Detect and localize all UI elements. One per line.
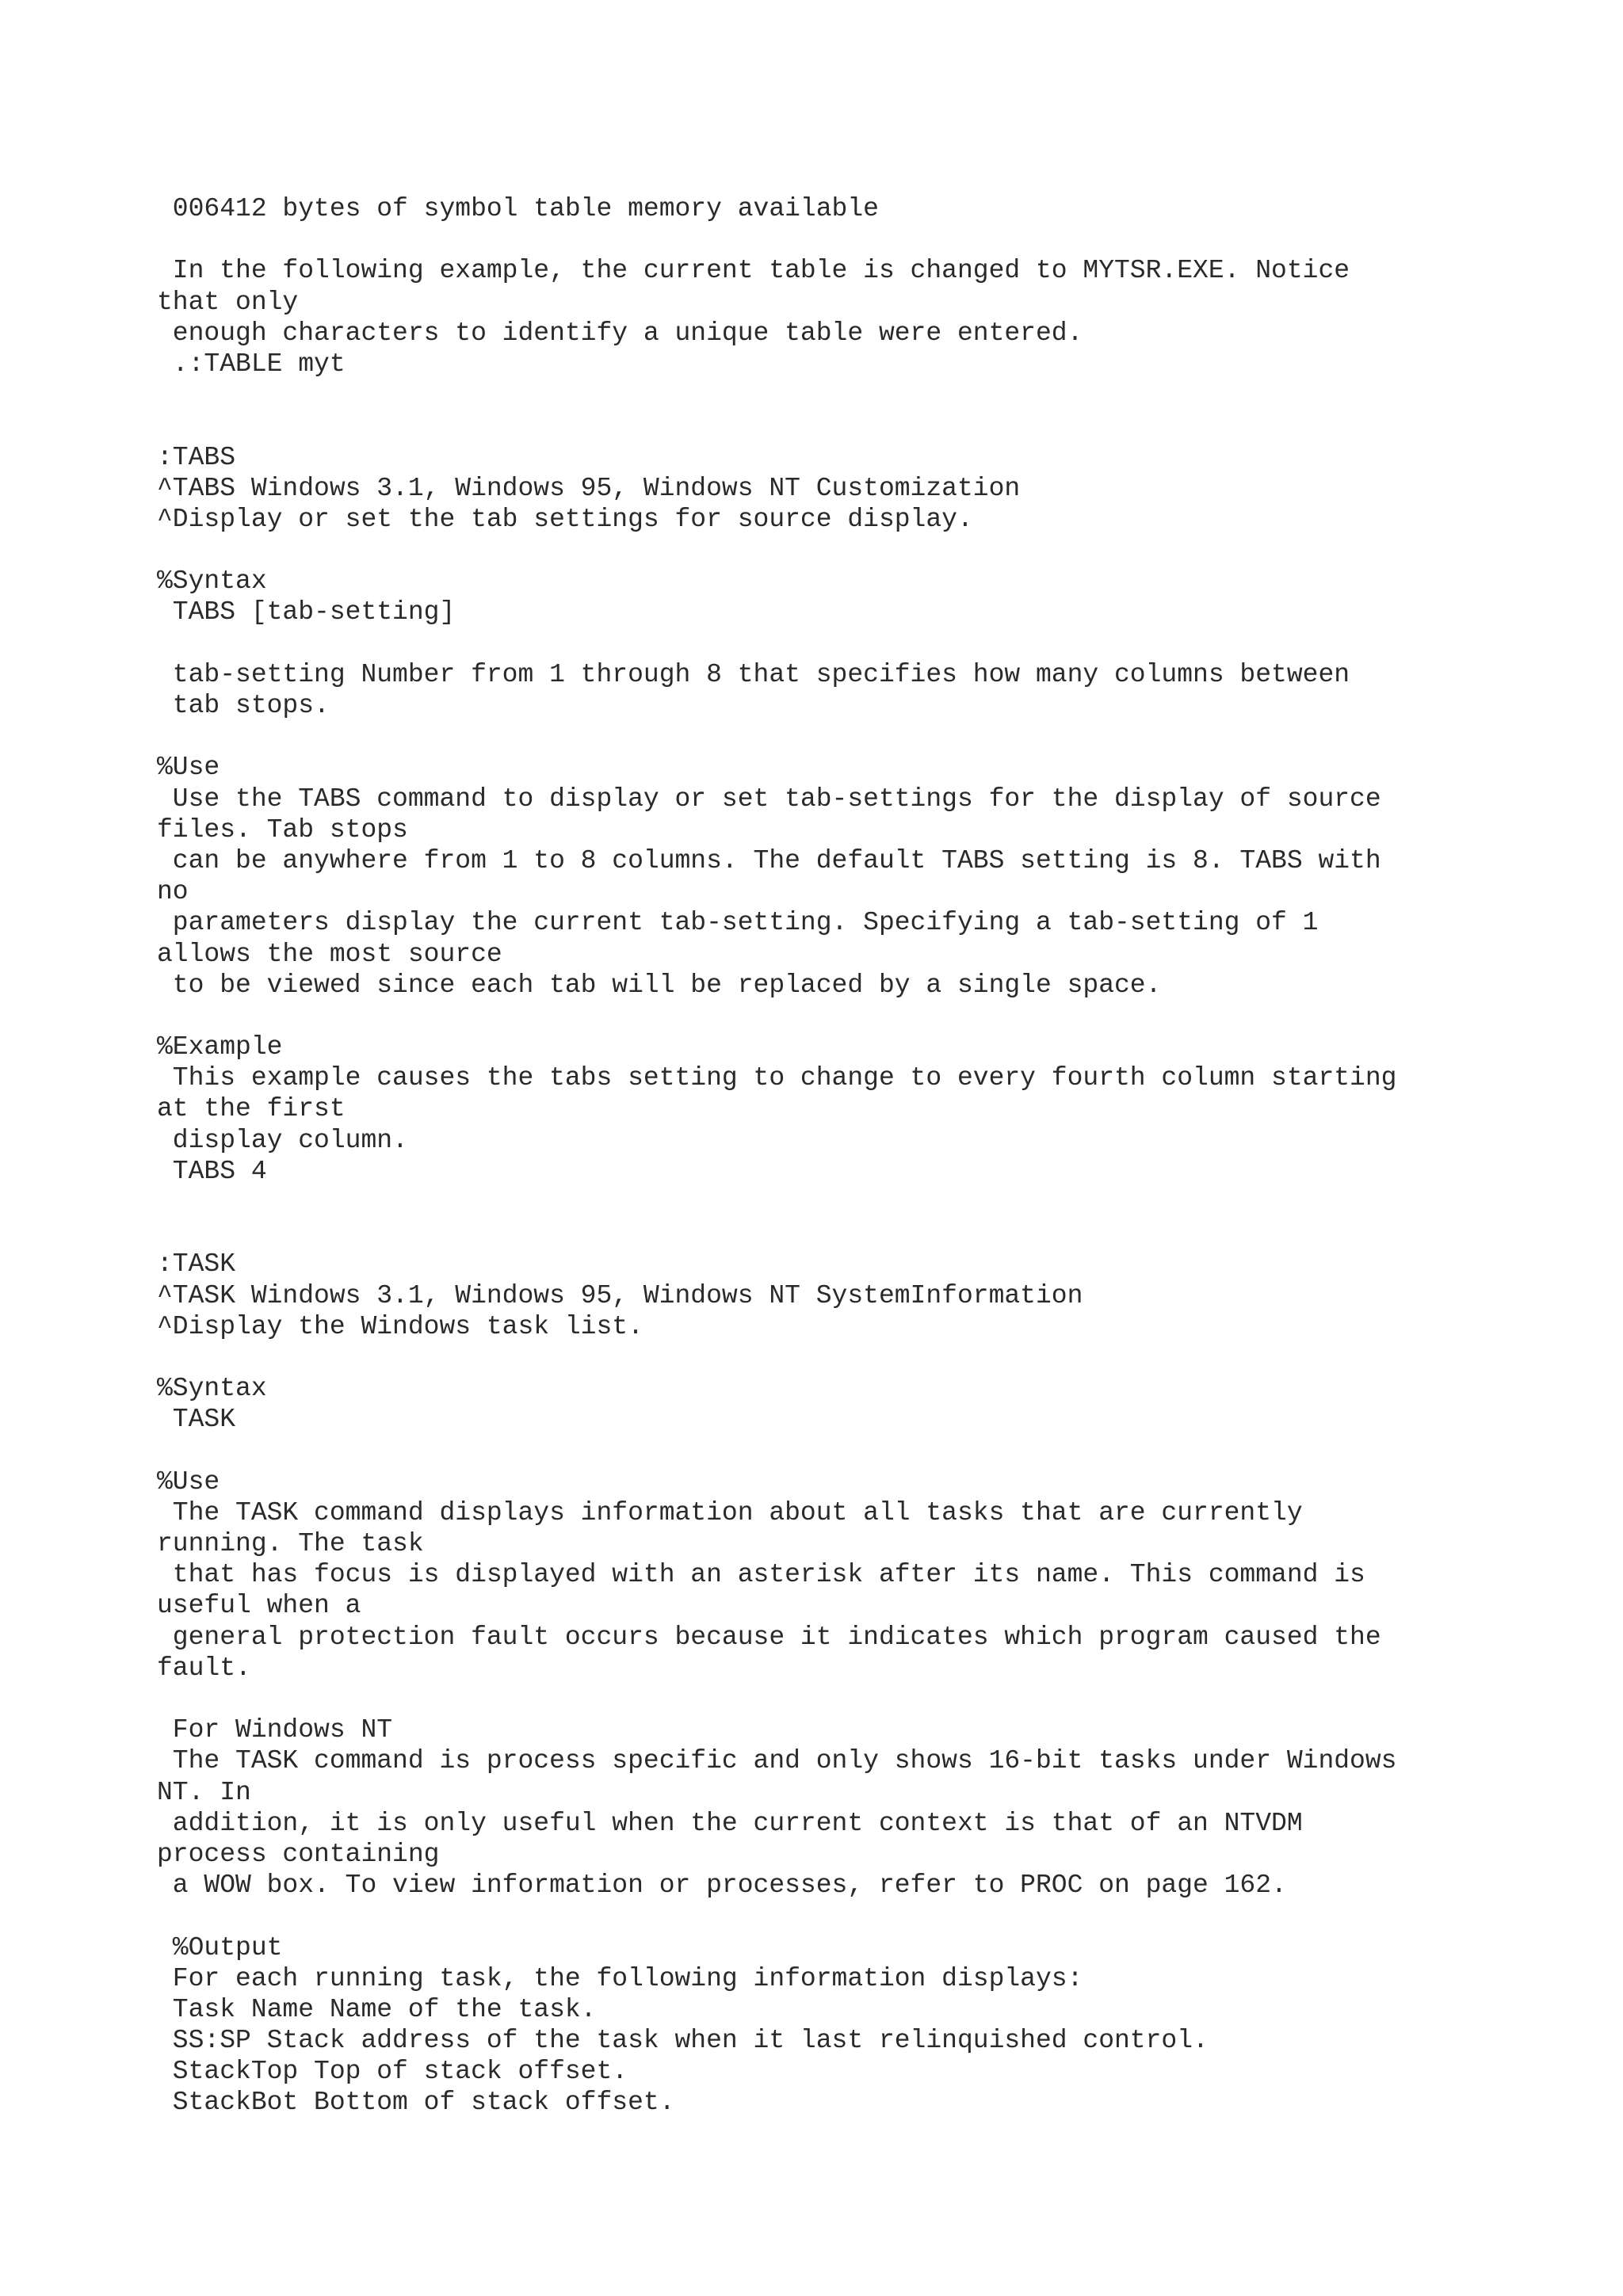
text-line: The TASK command is process specific and only shows 16-bit tasks under Windows <box>157 1746 1397 1776</box>
text-line: tab-setting Number from 1 through 8 that specifies how many columns between <box>157 659 1350 689</box>
text-line: StackBot Bottom of stack offset. <box>157 2088 675 2118</box>
text-line: process containing <box>157 1839 440 1869</box>
text-line: :TABS <box>157 442 236 472</box>
text-line: to be viewed since each tab will be replaced by a single space. <box>157 970 1162 1000</box>
text-line: NT. In <box>157 1777 251 1807</box>
blank-line <box>157 1436 1599 1466</box>
text-line: :TASK <box>157 1249 236 1280</box>
text-line: a WOW box. To view information or processes, refer to PROC on page 162. <box>157 1871 1287 1901</box>
text-line: ^TASK Windows 3.1, Windows 95, Windows NT SystemInformation <box>157 1280 1083 1310</box>
text-line: general protection fault occurs because it indicates which program caused the <box>157 1622 1381 1652</box>
text-line: %Use <box>157 1466 220 1497</box>
text-line: Task Name Name of the task. <box>157 1994 597 2024</box>
blank-line <box>157 628 1599 659</box>
text-line: %Output <box>157 1932 283 1962</box>
text-line: files. Tab stops <box>157 814 408 845</box>
text-line: ^Display the Windows task list. <box>157 1311 643 1341</box>
text-line: running. The task <box>157 1529 424 1559</box>
text-line: that only <box>157 287 299 317</box>
text-line: ^Display or set the tab settings for source display. <box>157 504 973 534</box>
blank-line <box>157 1001 1599 1032</box>
text-line: The TASK command displays information about all tasks that are currently <box>157 1497 1303 1527</box>
blank-line <box>157 1218 1599 1249</box>
blank-line <box>157 1901 1599 1932</box>
text-line: parameters display the current tab-setting. Specifying a tab-setting of 1 <box>157 908 1319 938</box>
document-body <box>157 193 1599 2119</box>
text-line: For each running task, the following information displays: <box>157 1963 1083 1993</box>
text-line: at the first <box>157 1094 346 1124</box>
text-line: %Syntax <box>157 566 267 597</box>
text-line: For Windows NT <box>157 1715 393 1745</box>
blank-line <box>157 379 1599 410</box>
text-line: Use the TABS command to display or set tab-settings for the display of source <box>157 784 1381 814</box>
text-line: tab stops. <box>157 691 330 720</box>
text-line: TASK <box>157 1405 236 1435</box>
text-line: %Syntax <box>157 1374 267 1404</box>
blank-line <box>157 1187 1599 1218</box>
blank-line <box>157 224 1599 255</box>
text-line: ^TABS Windows 3.1, Windows 95, Windows NT Customization <box>157 473 1021 503</box>
text-line: fault. <box>157 1653 251 1683</box>
text-line: %Example <box>157 1032 283 1062</box>
text-line: display column. <box>157 1125 408 1155</box>
text-line: enough characters to identify a unique table were entered. <box>157 318 1083 348</box>
blank-line <box>157 1342 1599 1373</box>
text-line: useful when a <box>157 1591 361 1621</box>
blank-line <box>157 410 1599 441</box>
text-line: .:TABLE myt <box>157 349 346 379</box>
text-line: This example causes the tabs setting to change to every fourth column starting <box>157 1063 1397 1093</box>
text-line: 006412 bytes of symbol table memory available <box>157 194 879 223</box>
text-line: that has focus is displayed with an asterisk after its name. This command is <box>157 1560 1365 1590</box>
text-line: In the following example, the current table is changed to MYTSR.EXE. Notice <box>157 256 1350 286</box>
blank-line <box>157 1684 1599 1714</box>
text-line: StackTop Top of stack offset. <box>157 2057 628 2087</box>
text-line: allows the most source <box>157 939 502 969</box>
text-line: TABS [tab-setting] <box>157 597 456 627</box>
text-line: no <box>157 877 189 907</box>
text-line: addition, it is only useful when the current context is that of an NTVDM <box>157 1808 1303 1838</box>
blank-line <box>157 535 1599 566</box>
text-line: can be anywhere from 1 to 8 columns. The default TABS setting is 8. TABS with <box>157 845 1381 875</box>
text-line: TABS 4 <box>157 1156 267 1186</box>
blank-line <box>157 721 1599 752</box>
text-line: SS:SP Stack address of the task when it last relinquished control. <box>157 2026 1209 2056</box>
text-line: %Use <box>157 753 220 783</box>
